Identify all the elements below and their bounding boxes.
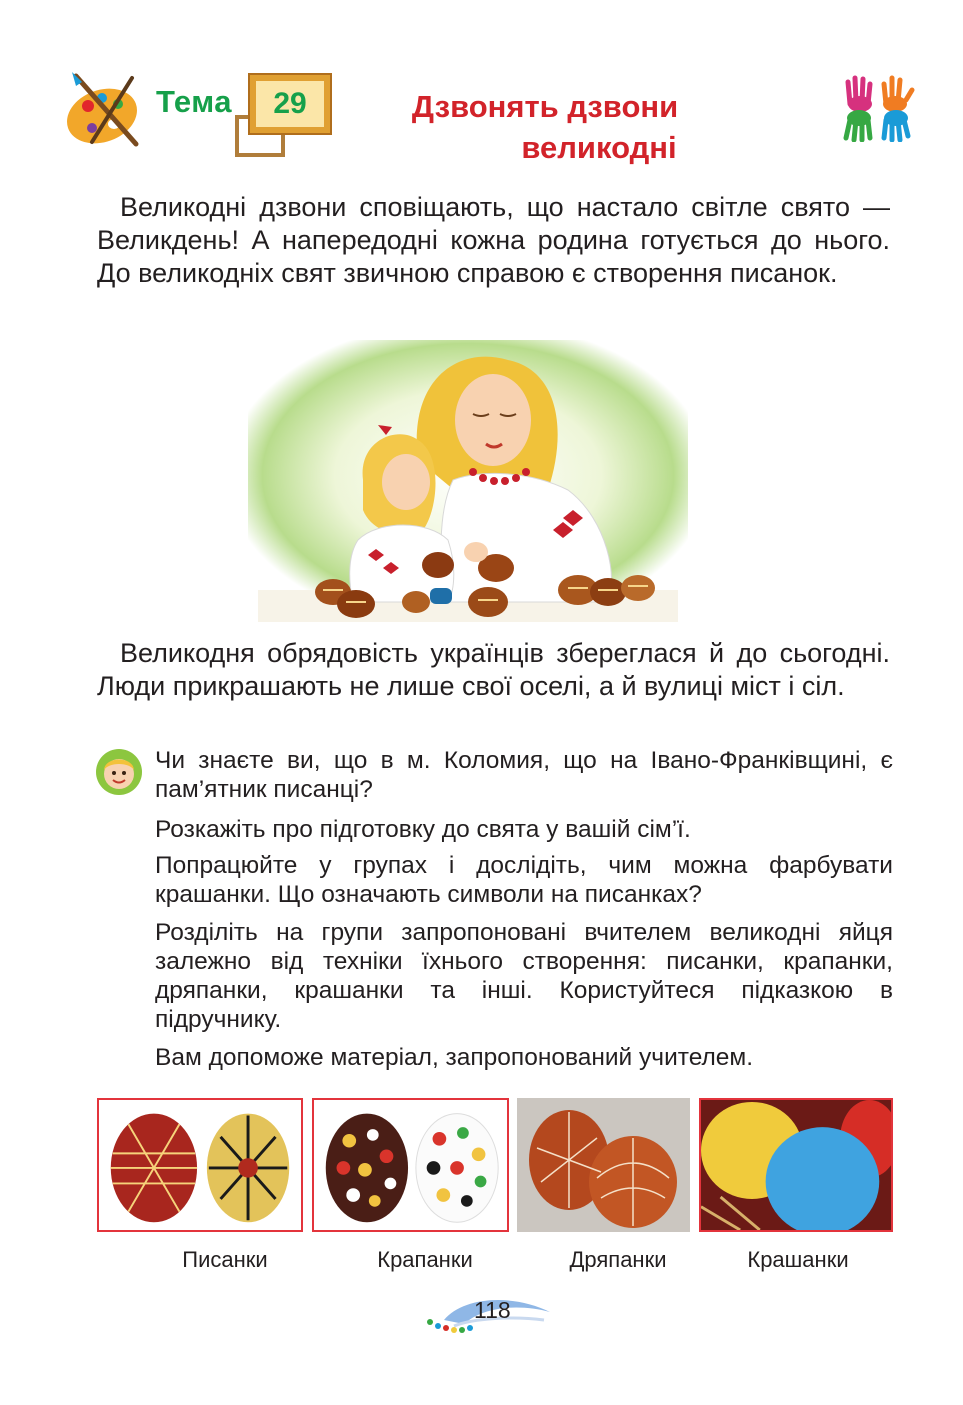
- question-2: Розкажіть про підготовку до свята у вашій сім’ї.: [155, 816, 691, 843]
- intro-text: Великодні дзвони сповіщають, що настало світле свято — Великдень! А напередодні кожна родина готується до нього. До великодніх свят звичною справою є створення писанок.: [97, 192, 890, 288]
- mother-daughter-painting-eggs-illustration: [248, 340, 688, 622]
- question-4: Розділіть на групи запропоновані вчителем великодні яйця залежно від техніки їхнього створення: писанки, крапанки, дряпанки, крашанки та інші. Користуйтеся підказкою в підручнику.: [155, 919, 893, 1033]
- pysanky-caption: Писанки: [182, 1247, 268, 1272]
- page-number: 118: [474, 1297, 511, 1323]
- title-line-2: великодні: [521, 130, 677, 165]
- boy-face-icon: [95, 748, 143, 796]
- question-5: Вам допоможе матеріал, запропонований учителем.: [155, 1044, 754, 1071]
- krashanky-caption: Крашанки: [747, 1247, 849, 1272]
- krashanky-photo: [699, 1098, 893, 1232]
- topic-label: Тема: [156, 84, 232, 119]
- topic-number: 29: [256, 81, 324, 127]
- topic-number-frame: [248, 73, 332, 135]
- krapanky-photo: [312, 1098, 509, 1232]
- traditions-paragraph: [97, 637, 890, 703]
- page-title: [380, 86, 710, 168]
- driapanky-photo: [517, 1098, 690, 1232]
- palette-icon: [62, 70, 152, 150]
- title-line-1: Дзвонять дзвони: [411, 89, 679, 124]
- krapanky-caption: Крапанки: [377, 1247, 473, 1272]
- pysanky-photo: [97, 1098, 303, 1232]
- painted-hands-icon: [840, 72, 920, 142]
- question-1: Чи знаєте ви, що в м. Коломия, що на Івано-Франківщині, є пам’ятник писанці?: [155, 747, 893, 803]
- traditions-text: Великодня обрядовість українців збереглася й до сьогодні. Люди прикрашають не лише свої оселі, а й вулиці міст і сіл.: [97, 638, 890, 701]
- intro-paragraph: [97, 191, 890, 290]
- driapanky-caption: Дряпанки: [569, 1247, 667, 1272]
- question-3: Попрацюйте у групах і дослідіть, чим можна фарбувати крашанки. Що означають символи на писанках?: [155, 852, 893, 908]
